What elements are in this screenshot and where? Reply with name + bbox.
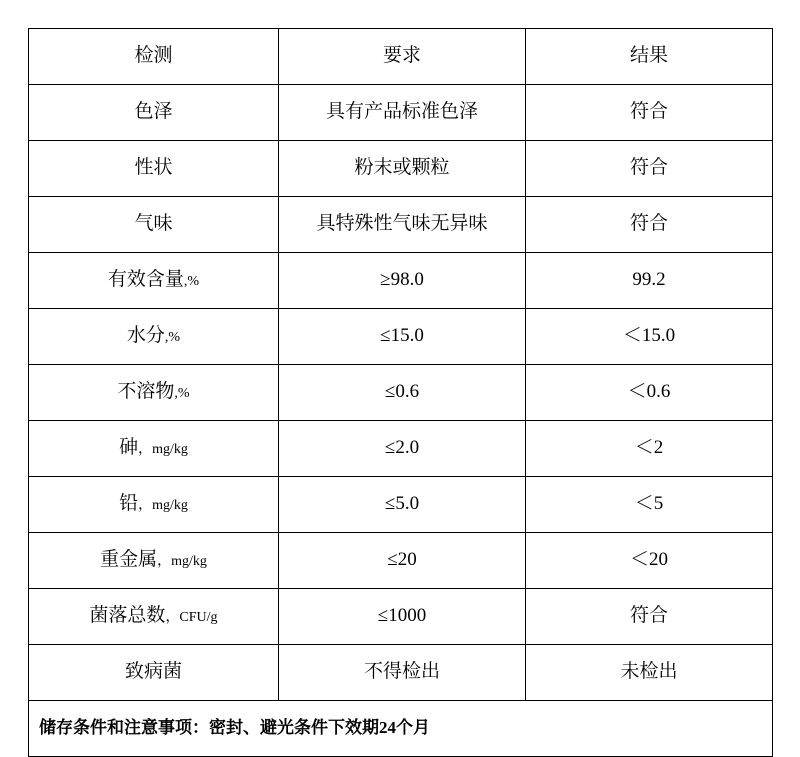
cell-result: ＜5: [526, 477, 773, 533]
table-row: [29, 645, 773, 701]
cell-item: 气味: [29, 197, 279, 253]
cell-requirement: ≥98.0: [279, 253, 526, 309]
table-row: [29, 253, 773, 309]
cell-requirement: ≤15.0: [279, 309, 526, 365]
cell-item: 水分,%: [29, 309, 279, 365]
cell-item: 有效含量,%: [29, 253, 279, 309]
table-row: [29, 309, 773, 365]
header-cell-requirement: 要求: [279, 29, 526, 85]
table-row: [29, 533, 773, 589]
cell-result: 符合: [526, 85, 773, 141]
cell-item: 重金属，mg/kg: [29, 533, 279, 589]
table-row: [29, 421, 773, 477]
header-cell-result: 结果: [526, 29, 773, 85]
cell-result: 符合: [526, 141, 773, 197]
table-row: [29, 85, 773, 141]
cell-result: ＜15.0: [526, 309, 773, 365]
cell-requirement: ≤2.0: [279, 421, 526, 477]
cell-requirement: ≤0.6: [279, 365, 526, 421]
cell-requirement: ≤20: [279, 533, 526, 589]
cell-result: ＜2: [526, 421, 773, 477]
table-header-row: [29, 29, 773, 85]
cell-item: 铅，mg/kg: [29, 477, 279, 533]
cell-result: ＜0.6: [526, 365, 773, 421]
cell-requirement: ≤1000: [279, 589, 526, 645]
header-cell-item: 检测: [29, 29, 279, 85]
cell-result: 99.2: [526, 253, 773, 309]
table-row: [29, 477, 773, 533]
table-row: [29, 589, 773, 645]
cell-requirement: 具特殊性气味无异味: [279, 197, 526, 253]
cell-result: 符合: [526, 589, 773, 645]
cell-item: 菌落总数，CFU/g: [29, 589, 279, 645]
table-row: [29, 141, 773, 197]
cell-item: 性状: [29, 141, 279, 197]
table-row: [29, 365, 773, 421]
cell-result: ＜20: [526, 533, 773, 589]
cell-result: 符合: [526, 197, 773, 253]
table-row: [29, 197, 773, 253]
cell-item: 致病菌: [29, 645, 279, 701]
cell-result: 未检出: [526, 645, 773, 701]
cell-requirement: ≤5.0: [279, 477, 526, 533]
table-footer-row: [29, 701, 773, 757]
cell-requirement: 具有产品标准色泽: [279, 85, 526, 141]
cell-requirement: 粉末或颗粒: [279, 141, 526, 197]
cell-requirement: 不得检出: [279, 645, 526, 701]
cell-item: 砷，mg/kg: [29, 421, 279, 477]
cell-item: 不溶物,%: [29, 365, 279, 421]
cell-item: 色泽: [29, 85, 279, 141]
storage-note-cell: 储存条件和注意事项：密封、避光条件下效期24个月: [29, 701, 773, 757]
specification-table: [28, 28, 773, 757]
